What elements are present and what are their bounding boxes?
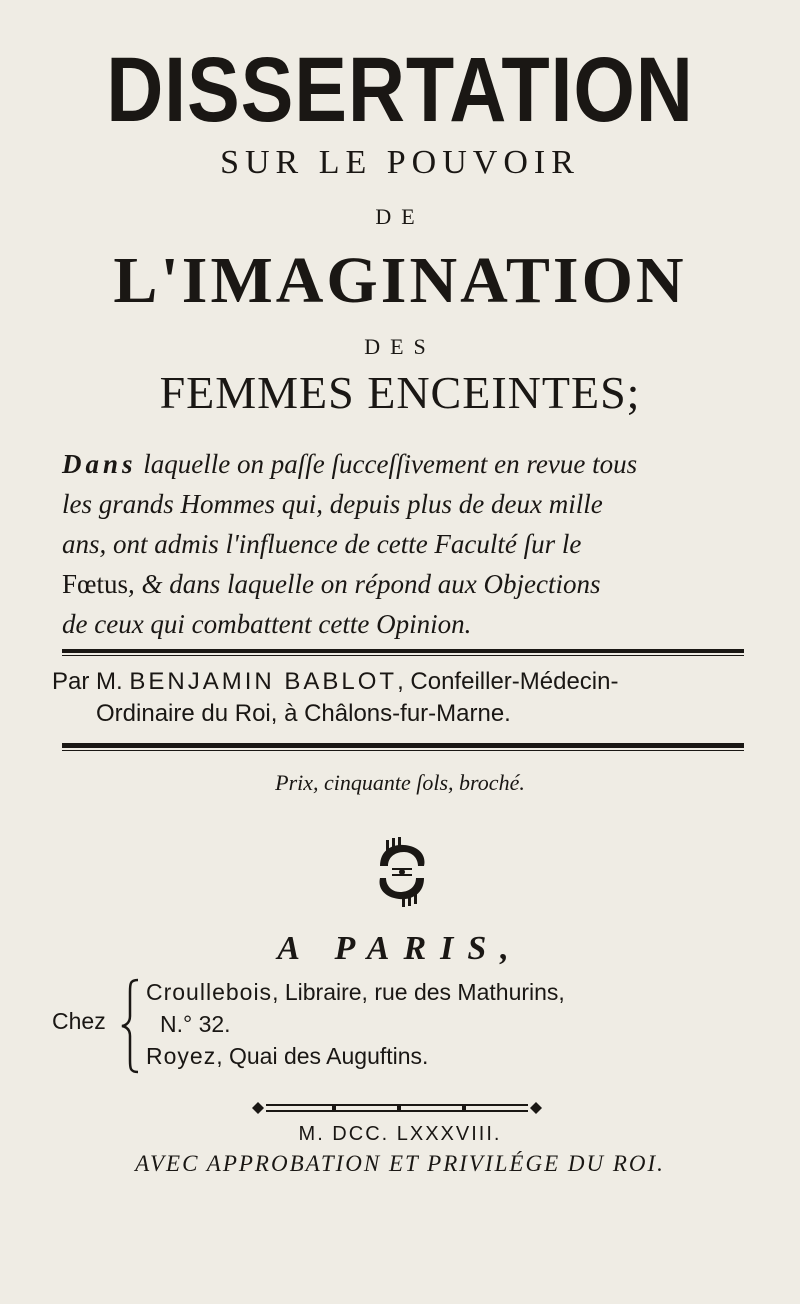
booksellers-list xyxy=(146,976,565,1072)
title-line-femmes-enceintes: FEMMES ENCEINTES; xyxy=(159,367,641,418)
top-rule-thin xyxy=(62,655,744,656)
seller-1-address: N.° 32. xyxy=(160,1011,231,1037)
title-line-sur-le-pouvoir: SUR LE POUVOIR xyxy=(220,144,580,181)
chez-label: Chez xyxy=(52,1008,106,1034)
top-rule-thick xyxy=(62,649,744,653)
title-line-dissertation: DISSERTATION xyxy=(106,39,694,141)
author-prefix: Par M. xyxy=(52,668,130,695)
printer-ornament-icon xyxy=(366,836,438,908)
seller-1-name: Croullebois xyxy=(146,979,273,1005)
decorative-dash-rule xyxy=(252,1102,542,1114)
description-lead-word: Dans xyxy=(62,449,137,479)
price-line: Prix, cinquante ſols, broché. xyxy=(275,770,525,795)
bottom-rule-thin xyxy=(62,750,744,751)
subtitle-description xyxy=(62,444,752,644)
author-name: BENJAMIN BABLOT xyxy=(129,668,398,695)
place-of-publication: A PARIS, xyxy=(277,930,523,967)
description-line-1: laquelle on paſſe ſucceſſivement en revue tous xyxy=(136,449,638,479)
title-line-des: DES xyxy=(364,334,436,359)
title-line-de: DE xyxy=(375,204,425,229)
seller-1-details: , Libraire, rue des Mathurins, xyxy=(272,979,565,1005)
description-line-4: , & dans laquelle on répond aux Objections xyxy=(128,569,601,599)
publication-date: M. DCC. LXXXVIII. xyxy=(298,1123,502,1145)
author-title: , Confeiller-Médecin- xyxy=(397,668,619,695)
description-line-5: de ceux qui combattent cette Opinion. xyxy=(62,609,472,639)
seller-2-name: Royez xyxy=(146,1043,217,1069)
author-block xyxy=(52,666,772,730)
left-brace-icon xyxy=(118,978,142,1074)
description-line-3: ans, ont admis l'influence de cette Faculté ſur le xyxy=(62,529,582,559)
description-foetus: Fœtus xyxy=(62,569,129,599)
seller-2-details: , Quai des Auguftins. xyxy=(216,1043,429,1069)
title-line-imagination: L'IMAGINATION xyxy=(113,244,687,317)
bottom-rule-thick xyxy=(62,743,744,748)
privilege-line: AVEC APPROBATION ET PRIVILÉGE DU ROI. xyxy=(135,1151,665,1176)
author-title-line-2: Ordinaire du Roi, à Châlons-fur-Marne. xyxy=(96,700,511,727)
description-line-2: les grands Hommes qui, depuis plus de deux mille xyxy=(62,489,603,519)
